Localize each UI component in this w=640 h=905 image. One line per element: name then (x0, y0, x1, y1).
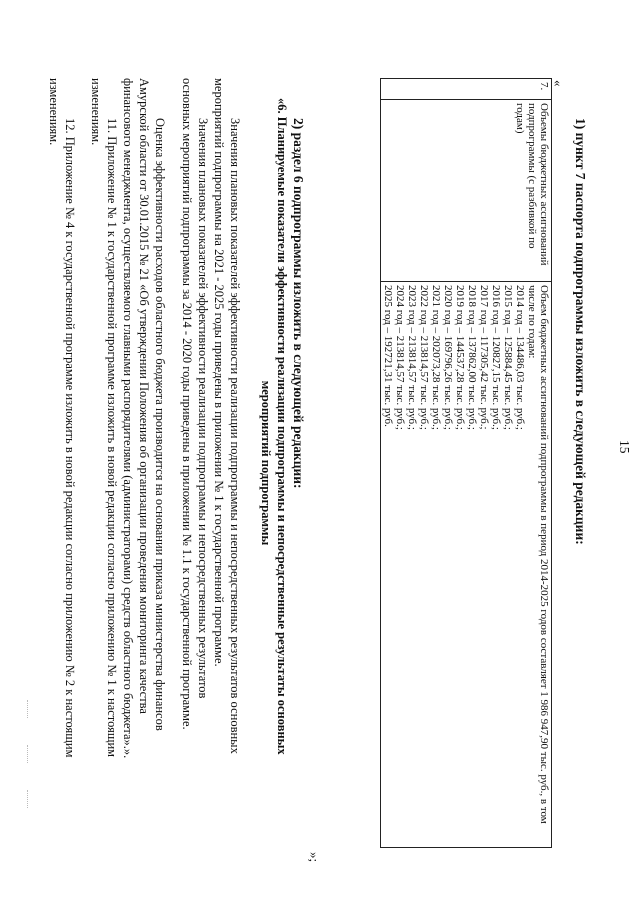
paragraph-line: основных мероприятий подпрограммы за 2014 - 2020 годы приведены в приложении № 1.1 к государственной программе. (180, 78, 194, 730)
scan-mark (27, 745, 28, 763)
section6-title: «6. Планируемые показатели эффективности реализации подпрограммы и непосредственные результаты основных (275, 98, 289, 755)
year-line: 2025 год – 192721,31 тыс. руб. (382, 285, 394, 427)
year-line: 2016 год – 120827,15 тыс. руб.; (490, 285, 502, 430)
row-number: 7. (381, 79, 552, 100)
scan-mark (27, 790, 28, 808)
year-line: 2014 год – 134486,03 тыс. руб.; (514, 285, 526, 430)
paragraph-line: изменениям. (47, 78, 61, 146)
paragraph-line: 11. Приложение № 1 к государственной программе изложить в новой редакции согласно приложению № 1 к настоящим (105, 118, 119, 758)
year-line: 2024 год – 213814,57 тыс. руб.; (394, 285, 406, 430)
year-line: 2019 год – 144537,28 тыс. руб.; (454, 285, 466, 430)
year-line: 2020 год – 169796,26 тыс. руб.; (442, 285, 454, 430)
close-quote: »; (307, 852, 322, 863)
scan-mark (27, 700, 28, 718)
row-label: Объемы бюджетных ассигнований подпрограммы (с разбивкой по годам) (381, 100, 552, 282)
section6-title-cont: мероприятий подпрограммы (259, 380, 273, 546)
item2-heading: 2) раздел 6 подпрограммы изложить в следующей редакции: (291, 118, 306, 489)
year-line: 2022 год – 213814,57 тыс. руб.; (418, 285, 430, 430)
row-values (381, 282, 552, 848)
paragraph-line: Оценка эффективности расходов областного бюджета производится на основании приказа министерства финансов (153, 118, 167, 731)
item1-heading: 1) пункт 7 паспорта подпрограммы изложить в следующей редакции: (573, 118, 588, 545)
year-line: 2015 год – 125884,45 тыс. руб.; (502, 285, 514, 430)
year-line: 2021 год – 202073,28 тыс. руб.; (430, 285, 442, 430)
open-quote: « (551, 80, 566, 87)
year-line: 2018 год – 137862,00 тыс. руб.; (466, 285, 478, 430)
paragraph-line: мероприятий подпрограммы на 2021 - 2025 годы приведены в приложении № 1 к государственной программе. (212, 78, 226, 667)
table-row (381, 79, 552, 848)
paragraph-line: Значения плановых показателей эффективности реализации подпрограммы и непосредственных результатов основных (228, 118, 242, 754)
paragraph-line: изменениям. (89, 78, 103, 146)
paragraph-line: Значения плановых показателей эффективности реализации подпрограммы и непосредственных результатов (196, 118, 210, 699)
passport-table (380, 78, 552, 848)
paragraph-line: Амурской области от 30.01.2015 № 21 «Об утверждении Положения об организации проведения мониторинга качества (137, 78, 151, 714)
year-line: 2017 год – 117305,42 тыс. руб.; (478, 285, 490, 430)
year-line: 2023 год – 213814,57 тыс. руб.; (406, 285, 418, 430)
paragraph-line: 12. Приложение № 4 к государственной программе изложить в новой редакции согласно приложению № 2 к настоящим (63, 118, 77, 758)
budget-summary: Объем бюджетных ассигнований подпрограммы в период 2014-2025 годов составляет 1 986 947,90 тыс. руб., в том числе по годам: (526, 285, 550, 824)
paragraph-line: финансового менеджмента, осуществляемого главными распорядителями (администраторами) средств областного бюджета».». (121, 78, 135, 759)
page-number: 15 (617, 440, 632, 454)
